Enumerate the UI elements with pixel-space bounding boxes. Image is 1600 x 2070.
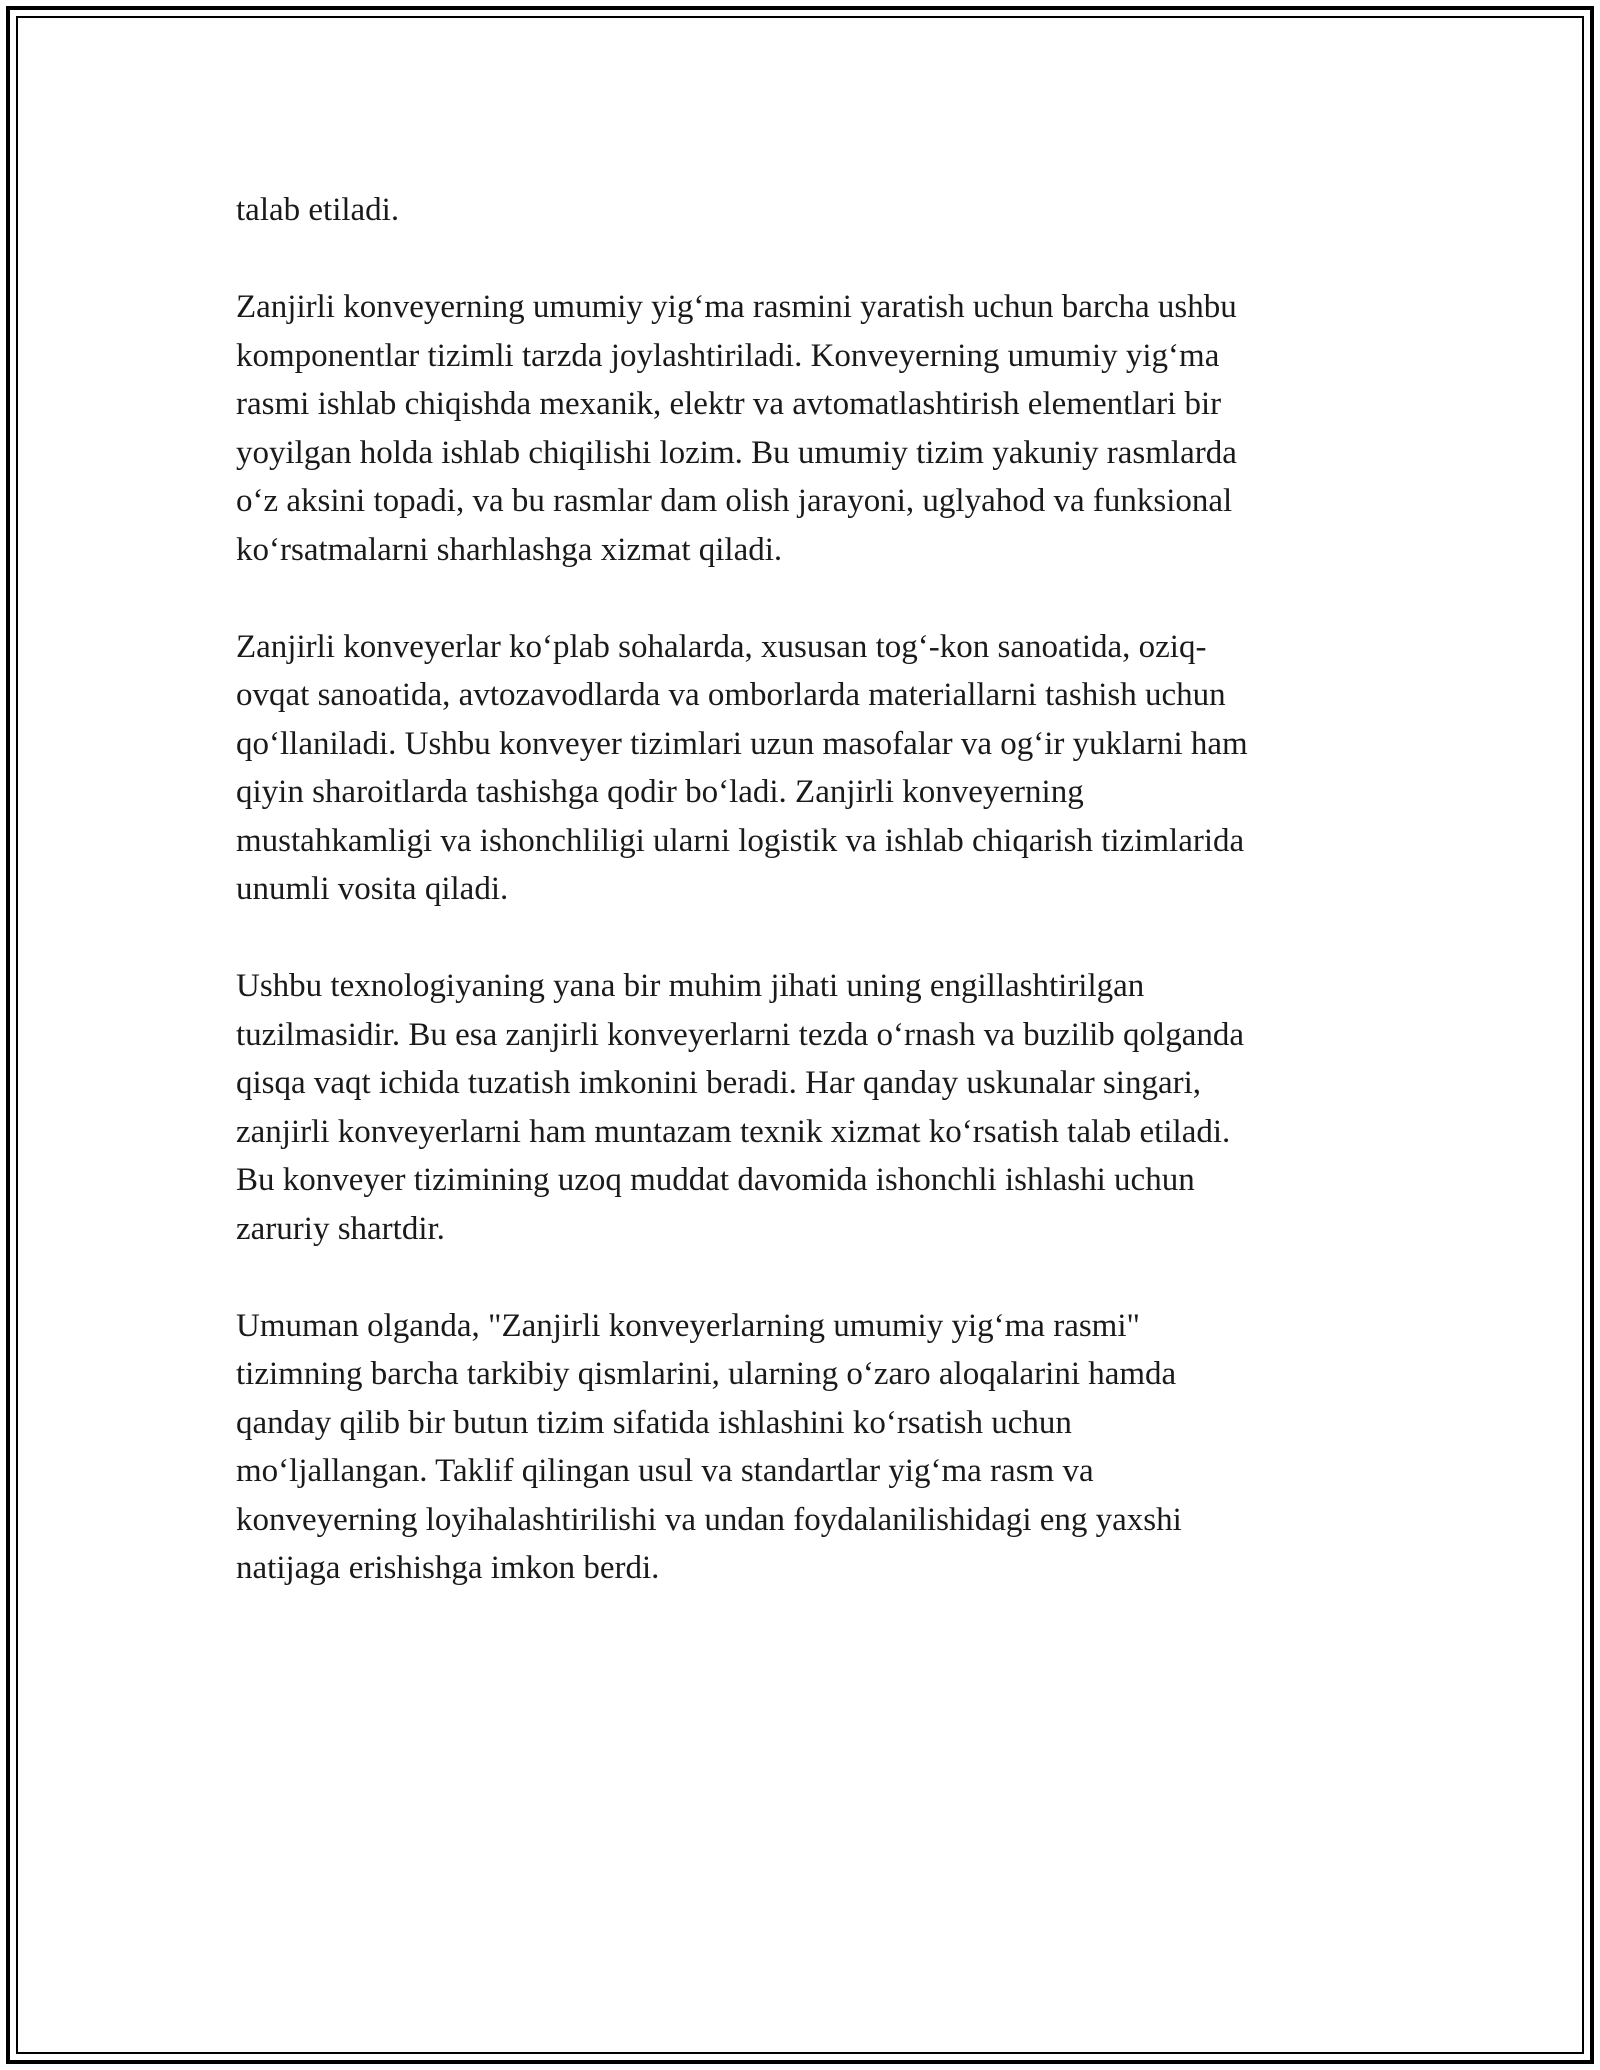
paragraph-continuation: talab etiladi. <box>236 192 400 228</box>
paragraph-conclusion: Umuman olganda, "Zanjirli konveyerlarning umumiy yig‘ma rasmi" tizimning barcha tarkibiy qismlarini, ularning o‘zaro aloqalarini hamda qanday qilib bir butun tizim sifatida ishlashini ko‘rsatish uchun mo‘ljallangan. Taklif qilingan usul va standartlar yig‘ma rasm va konveyerning loyihalashtirilishi va undan foydalanilishidagi eng yaxshi natijaga erishishga imkon berdi. <box>236 1307 1182 1586</box>
document-body <box>236 186 1386 1641</box>
paragraph-assembly-drawing: Zanjirli konveyerning umumiy yig‘ma rasmini yaratish uchun barcha ushbu komponentlar tizimli tarzda joylashtiriladi. Konveyerning umumiy yig‘ma rasmi ishlab chiqishda mexanik, elektr va avtomatlashtirish elementlari bir yoyilgan holda ishlab chiqilishi lozim. Bu umumiy tizim yakuniy rasmlarda o‘z aksini topadi, va bu rasmlar dam olish jarayoni, uglyahod va funksional ko‘rsatmalarni sharhlashga xizmat qiladi. <box>236 289 1237 568</box>
paragraph-applications: Zanjirli konveyerlar ko‘plab sohalarda, xususan tog‘-kon sanoatida, oziq- ovqat sanoatida, avtozavodlarda va omborlarda materiallarni tashish uchun qo‘llaniladi. Ushbu konveyer tizimlari uzun masofalar va og‘ir yuklarni ham qiyin sharoitlarda tashishga qodir bo‘ladi. Zanjirli konveyerning mustahkamligi va ishonchliligi ularni logistik va ishlab chiqarish tizimlarida unumli vosita qiladi. <box>236 628 1248 907</box>
paragraph-maintenance: Ushbu texnologiyaning yana bir muhim jihati uning engillashtirilgan tuzilmasidir. Bu esa zanjirli konveyerlarni tezda o‘rnash va buzilib qolganda qisqa vaqt ichida tuzatish imkonini beradi. Har qanday uskunalar singari, zanjirli konveyerlarni ham muntazam texnik xizmat ko‘rsatish talab etiladi. Bu konveyer tizimining uzoq muddat davomida ishonchli ishlashi uchun zaruriy shartdir. <box>236 968 1245 1247</box>
